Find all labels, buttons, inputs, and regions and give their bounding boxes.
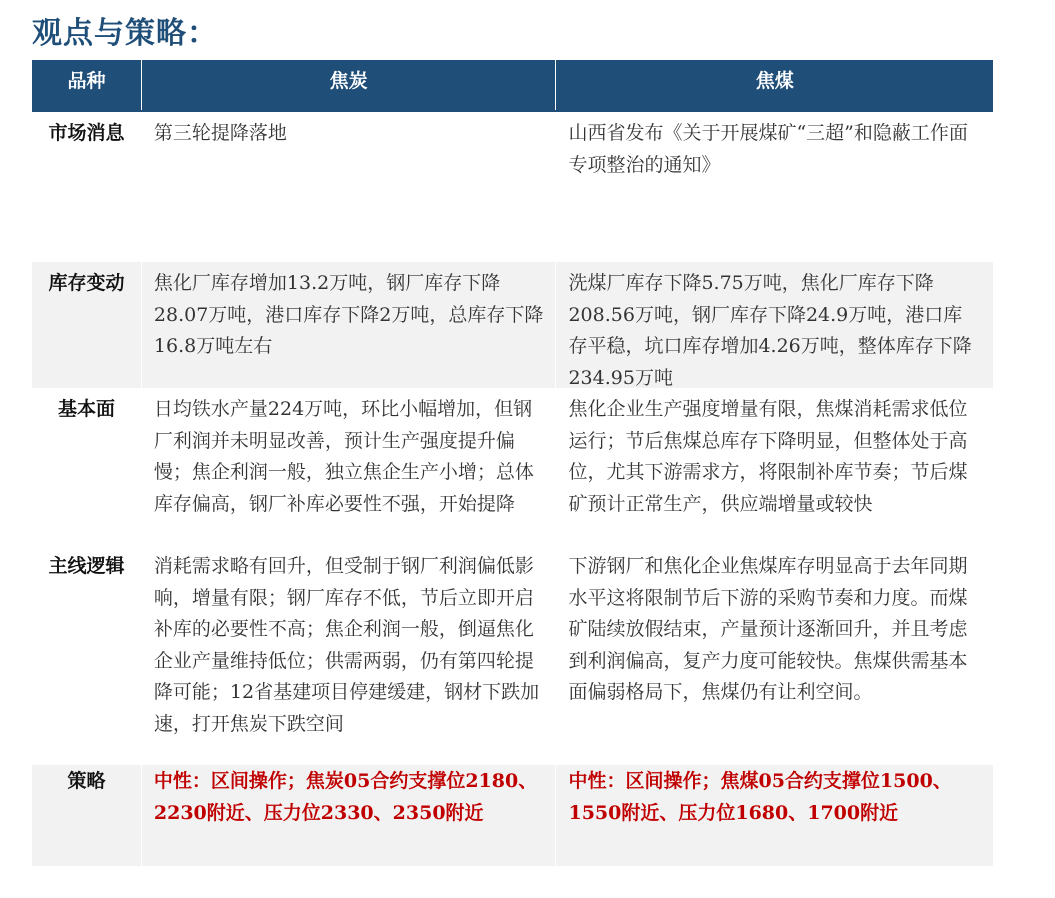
row-market-news <box>32 112 993 216</box>
coal-strategy-cell: 中性：区间操作；焦煤05合约支撑位1500、1550附近、压力位1680、1700附近 <box>556 765 993 866</box>
page-title: 观点与策略： <box>32 16 218 51</box>
row-label: 库存变动 <box>32 262 141 388</box>
row-main-logic <box>32 545 993 765</box>
row-label: 策略 <box>32 765 141 866</box>
coke-cell: 焦化厂库存增加13.2万吨，钢厂库存下降28.07万吨，港口库存下降2万吨，总库存下降16.8万吨左右 <box>142 262 556 388</box>
strategy-table <box>32 60 993 866</box>
coal-cell: 洗煤厂库存下降5.75万吨，焦化厂库存下降208.56万吨，钢厂库存下降24.9万吨，港口库存平稳，坑口库存增加4.26万吨，整体库存下降234.95万吨 <box>556 262 993 388</box>
row-fundamentals <box>32 388 993 545</box>
coke-cell: 日均铁水产量224万吨，环比小幅增加，但钢厂利润并未明显改善，预计生产强度提升偏慢；焦企利润一般，独立焦企生产小增；总体库存偏高，钢厂补库必要性不强，开始提降 <box>153 398 534 515</box>
coke-strategy-cell: 中性：区间操作；焦炭05合约支撑位2180、2230附近、压力位2330、2350附近 <box>142 765 556 866</box>
row-strategy <box>32 765 993 866</box>
coal-cell: 下游钢厂和焦化企业焦煤库存明显高于去年同期水平这将限制节后下游的采购节奏和力度。而煤矿陆续放假结束，产量预计逐渐回升，并且考虑到利润偏高，复产力度可能较快。焦煤供需基本面偏弱格局下，焦煤仍有让利空间。 <box>568 555 968 703</box>
coke-cell: 消耗需求略有回升，但受制于钢厂利润偏低影响，增量有限；钢厂库存不低，节后立即开启补库的必要性不高；焦企利润一般，倒逼焦化企业产量维持低位；供需两弱，仍有第四轮提降可能；12省基建项目停建缓建，钢材下跌加速，打开焦炭下跌空间 <box>153 555 540 735</box>
header-coking-coal: 焦煤 <box>556 60 993 110</box>
header-coke: 焦炭 <box>142 60 556 110</box>
coal-cell: 焦化企业生产强度增量有限，焦煤消耗需求低位运行；节后焦煤总库存下降明显，但整体处于高位，尤其下游需求方，将限制补库节奏；节后煤矿预计正常生产，供应端增量或较快 <box>568 398 968 515</box>
header-variety: 品种 <box>32 60 141 110</box>
coal-cell: 山西省发布《关于开展煤矿“三超”和隐蔽工作面专项整治的通知》 <box>568 122 968 176</box>
row-inventory <box>32 262 993 388</box>
table-header <box>32 60 993 112</box>
row-label: 基本面 <box>57 398 115 420</box>
row-label: 主线逻辑 <box>48 555 125 577</box>
coke-cell: 第三轮提降落地 <box>153 122 287 144</box>
row-label: 市场消息 <box>48 122 125 144</box>
